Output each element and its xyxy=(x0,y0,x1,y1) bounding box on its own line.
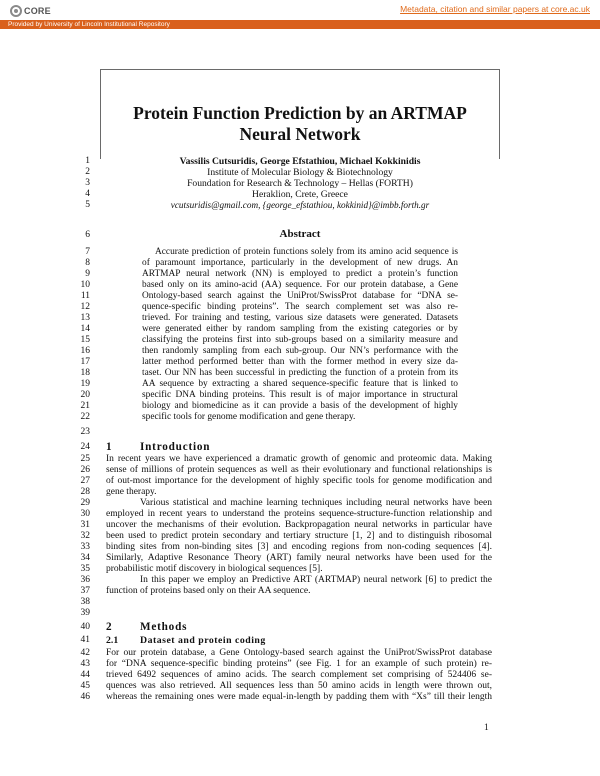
line-number: 6 xyxy=(85,230,90,240)
authors: Vassilis Cutsuridis, George Efstathiou, Michael Kokkinidis xyxy=(179,156,421,167)
affiliation-foundation: Foundation for Research & Technology – Hellas (FORTH) xyxy=(187,178,413,189)
section-title: Introduction xyxy=(140,441,211,453)
line-number: 20 xyxy=(80,390,90,400)
line-number: 11 xyxy=(80,291,90,301)
body-line: quences was also retrieved. All sequences less than 50 amino acids in length were thrown out, xyxy=(106,681,492,691)
line-number: 46 xyxy=(80,692,90,702)
line-number: 14 xyxy=(80,324,90,334)
body-line: probabilistic motif discovery in biological sequences [5]. xyxy=(106,564,323,574)
body-line: sense of millions of protein sequences as well as their evolutionary and functional relationships is xyxy=(106,465,492,475)
line-number: 36 xyxy=(80,575,90,585)
body-line: of out-most importance for the development of highly specific tools for genome modification and xyxy=(106,476,492,486)
core-metadata-link[interactable]: Metadata, citation and similar papers at core.ac.uk xyxy=(400,4,590,14)
body-line: function of proteins based only on their AA sequence. xyxy=(106,586,311,596)
abstract-line: based only on its amino-acid (AA) sequence. For our protein database, a Gene xyxy=(142,280,458,290)
provided-by-bar xyxy=(0,20,600,29)
line-number: 2 xyxy=(85,167,90,177)
subsection-heading-dataset xyxy=(106,635,266,646)
line-number: 1 xyxy=(85,156,90,166)
line-number: 44 xyxy=(80,670,90,680)
body-line: uncover the mechanisms of their evolution. Backpropagation neural networks in particular have xyxy=(106,520,492,530)
line-number: 38 xyxy=(80,597,90,607)
line-number: 35 xyxy=(80,564,90,574)
line-number: 15 xyxy=(80,335,90,345)
core-brand: CORE xyxy=(24,5,51,16)
paper-title xyxy=(100,103,500,145)
subsection-title: Dataset and protein coding xyxy=(140,635,266,646)
core-logo[interactable] xyxy=(10,4,51,17)
line-number: 43 xyxy=(80,659,90,669)
line-number: 37 xyxy=(80,586,90,596)
line-number: 19 xyxy=(80,379,90,389)
section-number: 2 xyxy=(106,621,112,633)
body-line: Similarly, Adaptive Resonance Theory (ART) family neural networks have been used for the xyxy=(106,553,492,563)
line-number: 3 xyxy=(85,178,90,188)
line-number: 17 xyxy=(80,357,90,367)
abstract-line: trieved. For training and testing, various size datasets were generated. Datasets xyxy=(142,313,458,323)
abstract-line: ARTMAP neural network (NN) is employed to predict a protein’s function xyxy=(142,269,458,279)
abstract-line: taset. Our NN has been successful in predicting the function of a protein from its xyxy=(142,368,458,378)
line-number: 26 xyxy=(80,465,90,475)
body-line: for “DNA sequence-specific binding proteins” (see Fig. 1 for an example of such protein) re- xyxy=(106,659,492,669)
line-number: 29 xyxy=(80,498,90,508)
line-number: 32 xyxy=(80,531,90,541)
body-line: whereas the remaining ones were made equal-in-length by padding them with “Xs” till their length xyxy=(106,692,492,702)
body-line: For our protein database, a Gene Ontology-based search against the UniProt/SwissProt database xyxy=(106,648,492,658)
body-line: gene therapy. xyxy=(106,487,157,497)
abstract-line: specific tools for genome modification and gene therapy. xyxy=(142,412,356,422)
line-number: 4 xyxy=(85,189,90,199)
line-number: 30 xyxy=(80,509,90,519)
abstract-line: Accurate prediction of protein functions solely from its amino acid sequence is xyxy=(155,247,458,257)
section-title: Methods xyxy=(140,621,188,633)
affiliation-location: Heraklion, Crete, Greece xyxy=(252,189,348,200)
line-number: 33 xyxy=(80,542,90,552)
affiliation-institute: Institute of Molecular Biology & Biotechnology xyxy=(207,167,393,178)
abstract-line: AA sequence by extracting a shared sequence-specific feature that is linked to xyxy=(142,379,458,389)
line-number: 7 xyxy=(85,247,90,257)
line-number: 40 xyxy=(80,622,90,632)
core-header xyxy=(0,0,600,20)
line-number: 41 xyxy=(80,635,90,645)
body-line: employed in recent years to understand the proteins sequence-structure-function relationship and xyxy=(106,509,492,519)
line-number: 28 xyxy=(80,487,90,497)
line-number: 42 xyxy=(80,648,90,658)
core-logo-icon xyxy=(10,5,22,17)
page-number: 1 xyxy=(484,723,489,733)
line-number: 8 xyxy=(85,258,90,268)
line-number: 23 xyxy=(80,427,90,437)
line-number: 12 xyxy=(80,302,90,312)
abstract-line: Ontology-based search against the UniProt/SwissProt database for “DNA se- xyxy=(142,291,458,301)
abstract-line: biology and biomedicine as it can provide a basis of the development of highly xyxy=(142,401,458,411)
section-number: 1 xyxy=(106,441,112,453)
provided-by-text[interactable]: Provided by University of Lincoln Institutional Repository xyxy=(8,21,170,28)
section-heading-methods xyxy=(106,621,187,633)
line-number: 45 xyxy=(80,681,90,691)
author-emails: vcutsuridis@gmail.com, {george_efstathiou, kokkinid}@imbb.forth.gr xyxy=(170,200,430,210)
line-number: 39 xyxy=(80,608,90,618)
line-number: 13 xyxy=(80,313,90,323)
subsection-number: 2.1 xyxy=(106,635,119,646)
line-number: 5 xyxy=(85,200,90,210)
abstract-line: of paramount importance, particularly in the development of new drugs. An xyxy=(142,258,458,268)
line-number: 34 xyxy=(80,553,90,563)
body-line: Various statistical and machine learning techniques including neural networks have been xyxy=(140,498,492,508)
abstract-line: specific DNA binding proteins. This result is of major importance in structural xyxy=(142,390,458,400)
line-number: 18 xyxy=(80,368,90,378)
line-number: 25 xyxy=(80,454,90,464)
title-frame-top xyxy=(100,69,500,70)
line-number: 16 xyxy=(80,346,90,356)
body-line: In this paper we employ an Predictive ART (ARTMAP) neural network [6] to predict the xyxy=(140,575,492,585)
abstract-line: classifying the proteins first into sub-groups based on a similarity measure and xyxy=(142,335,458,345)
abstract-line: were generated either by random sampling from the existing categories or by xyxy=(142,324,458,334)
line-number: 22 xyxy=(80,412,90,422)
body-line: binding sites from non-binding sites [3] and encoding regions from non-coding sequences [4]. xyxy=(106,542,492,552)
line-number: 10 xyxy=(80,280,90,290)
line-number: 21 xyxy=(80,401,90,411)
title-line-2: Neural Network xyxy=(239,124,361,144)
body-line: In recent years we have experienced a dramatic growth of genomic and proteomic data. Making xyxy=(106,454,492,464)
section-heading-introduction xyxy=(106,441,210,453)
abstract-line: then randomly sampling from each sub-group. Our NN’s performance with the xyxy=(142,346,458,356)
line-number: 27 xyxy=(80,476,90,486)
line-number: 31 xyxy=(80,520,90,530)
body-line: been used to predict protein secondary and tertiary structure [1, 2] and to distinguish ribosomal xyxy=(106,531,492,541)
title-line-1: Protein Function Prediction by an ARTMAP xyxy=(133,103,467,123)
line-number: 24 xyxy=(80,442,90,452)
abstract-line: quence-specific binding proteins”. The search complement set was also re- xyxy=(142,302,458,312)
abstract-line: latter method performed better than with the former method in every size da- xyxy=(142,357,458,367)
abstract-heading: Abstract xyxy=(279,228,321,240)
line-number: 9 xyxy=(85,269,90,279)
body-line: trieved 6492 sequences of amino acids. The search complement set comprising of 524406 se- xyxy=(106,670,492,680)
